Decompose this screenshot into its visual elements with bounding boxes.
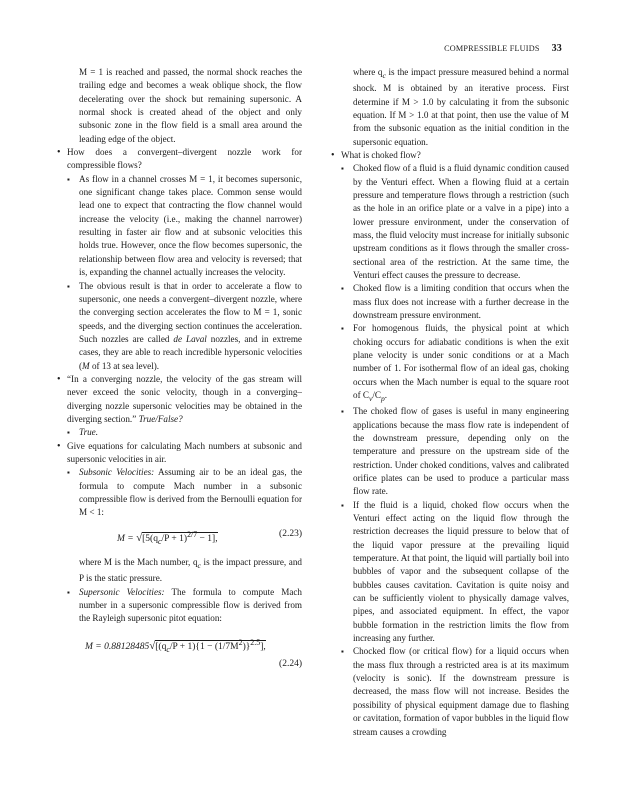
answer-item: ▪ For homogenous fluids, the physical point at which choking occurs for adiabatic conditions is when the exit plane velocity is under sonic conditions or at a Mach number of 1. For isothermal flow of an ideal gas, choking occurs when the Mach number is equal to the square root of $C_v/C_p$. bbox=[329, 322, 569, 405]
question-choked-flow: • What is choked flow? bbox=[329, 149, 569, 162]
right-column bbox=[329, 66, 569, 739]
equation-2-24: $M = 0.88128485√[(q_c/P + 1)\{1 - (1/7M^2)\}^{2.5}]$, (2.24) bbox=[85, 637, 302, 670]
page-number: 33 bbox=[551, 43, 562, 54]
answer-item: ▪ Chocked flow (or critical flow) for a liquid occurs when the mass flux through a restricted area is at its maximum (velocity is sonic). If the downstream pressure is decreased, the mass flow will not increase. Besides the possibility of physical equipment damage due to flashing or cavitation, formation of vapor bubbles in the liquid flow stream causes a crowding bbox=[329, 645, 569, 738]
question-convergent-divergent: • How does a convergent–divergent nozzle work for compressible flows? bbox=[55, 146, 302, 173]
answer-item: ▪ If the fluid is a liquid, choked flow occurs when the Venturi effect acting on the liquid flow through the restriction decreases the liquid pressure to below that of the liquid vapor pressure at the prevailing liquid temperature. At that point, the liquid will partially boil into bubbles of vapor and the subsequent collapse of the bubbles causes cavitation. Cavitation is quite noisy and can be sufficiently violent to physically damage valves, pipes, and associated equipment. In effect, the vapor bubble formation in the restriction limits the flow from increasing any further. bbox=[329, 499, 569, 646]
continued-paragraph: M = 1 is reached and passed, the normal shock reaches the trailing edge and becomes a weak oblique shock, the flow decelerating over the shock but remaining supersonic. A normal shock is created ahead of the object and only subsonic zone in the flow field is a small area around the leading edge of the object. bbox=[79, 67, 302, 144]
subsonic-item: ▪ Subsonic Velocities: Assuming air to be an ideal gas, the formula to compute Mach number in a subsonic compressible flow is derived from the Bernoulli equation for M < 1: bbox=[55, 466, 302, 519]
answer-item: ▪ Choked flow of a fluid is a fluid dynamic condition caused by the Venturi effect. When a flowing fluid at a certain pressure and temperature flows through a restriction (such as the hole in an orifice plate or a valve in a pipe) into a lower pressure environment, under the conservation of mass, the fluid velocity must increase for initially subsonic upstream conditions as it flows through the smaller cross-sectional area of the restriction. At the same time, the Venturi effect causes the pressure to decrease. bbox=[329, 162, 569, 282]
answer-item: ▪ The choked flow of gases is useful in many engineering applications because the mass flow rate is independent of the downstream pressure, depending only on the temperature and pressure on the upstream side of the restriction. Under choked conditions, valves and calibrated orifice plates can be used to produce a particular mass flow rate. bbox=[329, 405, 569, 498]
question-mach-equations: • Give equations for calculating Mach numbers at subsonic and supersonic velocities in air. bbox=[55, 440, 302, 467]
answer-item: ▪ Choked flow is a limiting condition that occurs when the mass flux does not increase with a further decrease in the downstream pressure environment. bbox=[329, 282, 569, 322]
equation-2-23: $M = √[5(q_c/P + 1)^{2/7} - 1]$, (2.23) bbox=[117, 528, 302, 546]
equation-number: (2.24) bbox=[279, 659, 302, 670]
answer-item: ▪ True. bbox=[55, 426, 302, 439]
continued-paragraph: where $q_c$ is the impact pressure measured behind a normal shock. M is obtained by an iterative process. First determine if M > 1.0 by calculating it from the subsonic equation. If M > 1.0 at that point, then use the value of M from the subsonic equation as the initial condition in the supersonic equation. bbox=[353, 67, 569, 147]
where-text: where M is the Mach number, $q_c$ is the impact pressure, and P is the static pressure. bbox=[79, 557, 302, 584]
equation-number: (2.23) bbox=[279, 528, 302, 539]
header-title: COMPRESSIBLE FLUIDS bbox=[444, 44, 540, 53]
running-header bbox=[444, 43, 562, 54]
answer-item: ▪ As flow in a channel crosses M = 1, it becomes supersonic, one significant change takes place. Common sense would lead one to expect that contracting the flow channel would increase the velocity (i.e., making the channel narrower) resulting in faster air flow and at subsonic velocities this holds true. However, once the flow becomes supersonic, the relationship between flow area and velocity is reversed; that is, expanding the channel actually increases the velocity. bbox=[55, 173, 302, 280]
answer-item: ▪ The obvious result is that in order to accelerate a flow to supersonic, one needs a convergent–divergent nozzle, where the converging section accelerates the flow to M = 1, sonic speeds, and the diverging section continues the acceleration. Such nozzles are called de Laval nozzles, and in extreme cases, they are able to reach incredible hypersonic velocities (M of 13 at sea level). bbox=[55, 280, 302, 373]
question-converging-nozzle: • “In a converging nozzle, the velocity of the gas stream will never exceed the sonic velocity, though in a converging–diverging nozzle supersonic velocities may be obtained in the diverging section.” True/False? bbox=[55, 373, 302, 426]
supersonic-item: ▪ Supersonic Velocities: The formula to compute Mach number in a supersonic compressible flow is derived from the Rayleigh supersonic pitot equation: bbox=[55, 586, 302, 626]
left-column bbox=[55, 66, 302, 679]
